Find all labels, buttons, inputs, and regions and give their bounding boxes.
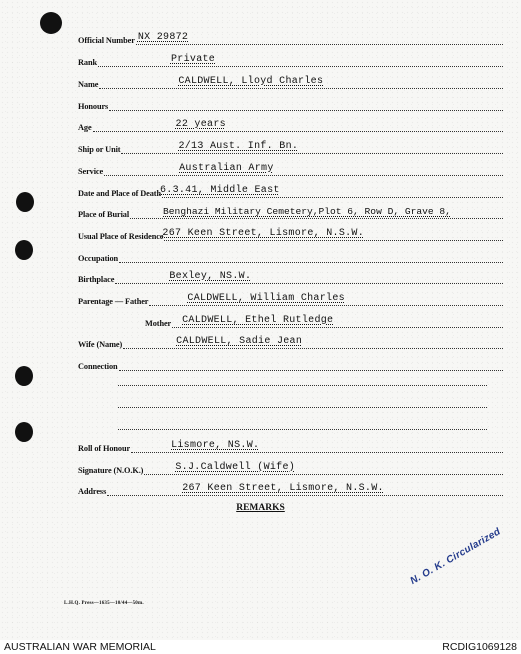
field-value: Private <box>170 54 216 65</box>
field-residence <box>78 226 503 241</box>
field-father <box>78 291 503 306</box>
field-age <box>78 117 503 132</box>
printer-note: L.H.Q. Press—1635—10/44—50m. <box>64 601 144 606</box>
field-label: Official Number <box>78 36 135 45</box>
field-label: Honours <box>78 102 109 111</box>
archive-footer <box>0 640 521 654</box>
field-value: Australian Army <box>179 163 274 174</box>
field-value: CALDWELL, Ethel Rutledge <box>182 315 334 326</box>
field-label: Occupation <box>78 254 119 263</box>
punch-hole-bottom <box>15 422 33 442</box>
field-connection <box>78 356 503 371</box>
field-ship-or-unit <box>78 139 503 154</box>
field-label: Mother <box>145 319 172 328</box>
field-value: Bexley, NS.W. <box>169 271 252 282</box>
field-death <box>78 183 503 198</box>
field-service <box>78 161 503 176</box>
field-value: 6.3.41, Middle East <box>159 185 280 196</box>
punch-hole-middle <box>15 240 33 260</box>
field-label: Age <box>78 123 92 132</box>
remarks-heading: REMARKS <box>236 503 285 513</box>
field-value: CALDWELL, Lloyd Charles <box>178 76 324 87</box>
field-label: Usual Place of Residence <box>78 232 164 241</box>
field-value: 22 years <box>175 119 226 130</box>
field-place-of-burial <box>78 204 503 219</box>
punch-hole-top <box>40 12 62 34</box>
field-label: Parentage — Father <box>78 297 149 306</box>
field-wife <box>78 334 503 349</box>
field-roll-of-honour <box>78 438 503 453</box>
field-value: CALDWELL, William Charles <box>187 293 345 304</box>
field-official-number <box>78 30 503 45</box>
field-label: Service <box>78 167 104 176</box>
field-mother <box>145 313 503 328</box>
field-label: Wife (Name) <box>78 340 123 349</box>
field-value: 267 Keen Street, Lismore, N.S.W. <box>182 483 384 494</box>
blank-line <box>118 385 487 386</box>
field-value: Lismore, NS.W. <box>171 440 260 451</box>
field-label: Connection <box>78 362 118 371</box>
field-value: S.J.Caldwell (Wife) <box>175 462 296 473</box>
field-value: 2/13 Aust. Inf. Bn. <box>178 141 299 152</box>
field-label: Date and Place of Death <box>78 189 161 198</box>
field-label: Address <box>78 487 107 496</box>
field-value: Benghazi Military Cemetery,Plot 6, Row D, Grave 8, <box>163 206 451 217</box>
field-rank <box>78 52 503 67</box>
field-label: Name <box>78 80 99 89</box>
field-occupation <box>78 248 503 263</box>
field-label: Ship or Unit <box>78 145 121 154</box>
archive-name: AUSTRALIAN WAR MEMORIAL <box>4 641 156 653</box>
field-name <box>78 74 503 89</box>
field-value: 267 Keen Street, Lismore, N.S.W. <box>162 228 365 239</box>
record-id: RCDIG1069128 <box>442 641 517 653</box>
field-birthplace <box>78 269 503 284</box>
field-label: Place of Burial <box>78 210 130 219</box>
field-label: Rank <box>78 58 97 67</box>
punch-hole-lower <box>15 366 33 386</box>
field-label: Birthplace <box>78 275 115 284</box>
field-label: Signature (N.O.K.) <box>78 466 144 475</box>
field-signature <box>78 460 503 475</box>
blank-line <box>118 429 487 430</box>
field-label: Roll of Honour <box>78 444 131 453</box>
field-honours <box>78 96 503 111</box>
field-value: NX 29872 <box>137 32 189 43</box>
field-address <box>78 481 503 496</box>
blank-line <box>118 407 487 408</box>
punch-hole-upper <box>16 192 34 212</box>
circularized-stamp: N. O. K. Circularized <box>408 526 503 587</box>
field-value: CALDWELL, Sadie Jean <box>176 336 303 347</box>
